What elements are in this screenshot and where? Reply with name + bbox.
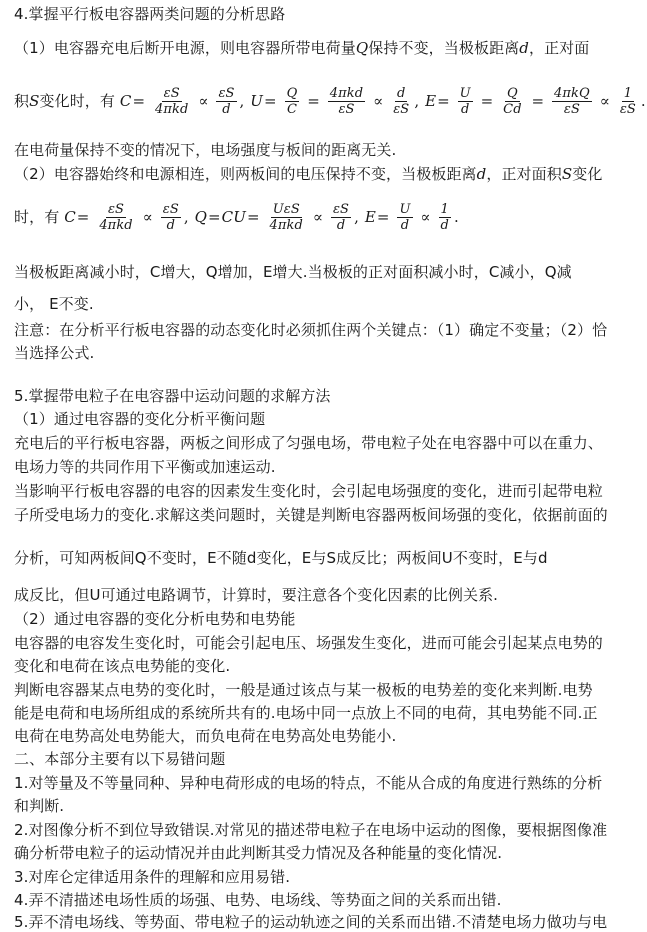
denominator: εS (393, 102, 410, 117)
equals-sign: = (76, 208, 90, 226)
formula-line-2 (14, 194, 632, 240)
var-d: d (519, 39, 529, 57)
subheading-1: （1）通过电容器的变化分析平衡问题 (14, 410, 266, 428)
proportional-sign: ∝ (599, 92, 610, 110)
numerator: UεS (272, 202, 300, 217)
comma: , (239, 92, 245, 110)
comma: , (414, 92, 420, 110)
numerator: εS (332, 202, 350, 217)
numerator: εS (107, 202, 125, 217)
proportional-sign: ∝ (420, 208, 431, 226)
section-5-line: 电容器的电容发生变化时，可能会引起电压、场强发生变化，进而可能会引起某点电势的 (14, 634, 603, 652)
equals-sign: = (307, 92, 320, 110)
text-run: 时，有 (14, 208, 60, 226)
numerator: U (399, 202, 411, 217)
fraction (458, 86, 473, 117)
equals-sign: = (480, 92, 494, 110)
formula-line-1 (14, 78, 646, 124)
section-4-heading: 4.掌握平行板电容器两类问题的分析思路 (14, 5, 286, 23)
numerator: 4πkQ (554, 86, 590, 101)
subheading-2: （2）通过电容器的变化分析电势和电势能 (14, 610, 296, 628)
comma: , (354, 208, 359, 226)
expr-CU: CU (221, 208, 246, 226)
text-run: （2）电容器始终和电源相连，则两板间的电压保持不变，当极板距离 (14, 165, 477, 183)
denominator: εS (338, 102, 355, 117)
denominator: εS (619, 102, 636, 117)
fraction (97, 202, 134, 233)
error-item: 5.弄不清电场线、等势面、带电粒子的运动轨迹之间的关系而出错.不清楚电场力做功与电 (14, 913, 608, 931)
proportional-sign: ∝ (373, 92, 384, 110)
denominator: d (440, 218, 449, 233)
part-2-heading: 二、本部分主要有以下易错问题 (14, 750, 226, 768)
error-item: 3.对库仑定律适用条件的理解和应用易错. (14, 868, 291, 886)
fraction (397, 202, 412, 233)
numerator: Q (507, 86, 518, 101)
var-C: C (64, 208, 76, 226)
denominator: εS (563, 102, 580, 117)
text-run: ，正对面积 (486, 165, 562, 183)
comma: , (183, 208, 189, 226)
numerator: εS (163, 86, 180, 101)
period: . (453, 208, 459, 226)
fraction (391, 86, 411, 117)
fraction (552, 86, 592, 117)
section-5-line: 能是电荷和电场所组成的系统所共有的.电场中同一点放上不同的电荷，其电势能不同.正 (14, 704, 598, 722)
numerator: 1 (440, 202, 449, 217)
denominator: d (166, 218, 175, 233)
denominator: d (400, 218, 410, 233)
denominator: 4πkd (99, 218, 133, 233)
var-E: E (425, 92, 437, 110)
paragraph-1-line-1 (14, 38, 632, 58)
var-S: S (561, 165, 573, 183)
error-item: 和判断. (14, 797, 65, 815)
text-run: 保持不变，当极板距离 (368, 39, 520, 57)
denominator: Cd (503, 102, 522, 117)
text-run: ，正对面 (528, 39, 590, 57)
proportional-sign: ∝ (312, 208, 324, 226)
proportional-sign: ∝ (198, 92, 209, 110)
numerator: U (459, 86, 471, 101)
equals-sign: = (208, 208, 221, 226)
fraction (153, 86, 190, 117)
denominator: d (222, 102, 231, 117)
fraction (268, 202, 305, 233)
section-5-heading: 5.掌握带电粒子在电容器中运动问题的求解方法 (14, 387, 331, 405)
period: . (640, 92, 646, 110)
section-5-line: 当影响平行板电容器的电容的因素发生变化时，会引起电场强度的变化，进而引起带电粒 (14, 482, 603, 500)
section-5-line: 成反比，但U可通过电路调节，计算时，要注意各个变化因素的比例关系. (14, 586, 499, 604)
equals-sign: = (531, 92, 545, 110)
numerator: 4πkd (329, 86, 364, 101)
denominator: 4πkd (269, 218, 303, 233)
section-5-line: 电场力等的共同作用下平衡或加速运动. (14, 458, 276, 476)
paragraph-3-line-2: 小， E不变. (14, 295, 94, 313)
var-Q: Q (355, 39, 369, 57)
fraction (331, 202, 351, 233)
section-5-line: 判断电容器某点电势的变化时，一般是通过该点与某一极板的电势差的变化来判断.电势 (14, 681, 593, 699)
section-5-line: 分析，可知两板间Q不变时，E不随d变化，E与S成反比；两板间U不变时，E与d (14, 549, 548, 567)
section-5-line: 变化和电荷在该点电势能的变化. (14, 657, 231, 675)
error-item: 4.弄不清描述电场性质的场强、电势、电场线、等势面之间的关系而出错. (14, 891, 502, 909)
denominator: 4πkd (155, 102, 189, 117)
error-item: 2.对图像分析不到位导致错误.对常见的描述带电粒子在电场中运动的图像，要根据图像准 (14, 821, 608, 839)
fraction (618, 86, 638, 117)
paragraph-2-line-1 (14, 164, 632, 184)
equals-sign: = (132, 92, 146, 110)
text-run: 积 (14, 92, 30, 110)
var-C: C (119, 92, 132, 110)
var-U: U (250, 92, 264, 110)
text-run: 变化 (572, 165, 603, 183)
note-line-1: 注意：在分析平行板电容器的动态变化时必须抓住两个关键点：（1）确定不变量；（2）恰 (14, 321, 608, 339)
fraction (216, 86, 236, 117)
error-item: 1.对等量及不等量同种、异种电荷形成的电场的特点，不能从合成的角度进行熟练的分析 (14, 774, 603, 792)
paragraph-1-conclusion: 在电荷量保持不变的情况下，电场强度与板间的距离无关. (14, 141, 397, 159)
section-5-line: 电荷在电势高处电势能大，而负电荷在电势高处电势能小. (14, 727, 397, 745)
denominator: d (336, 218, 346, 233)
text-run: （1）电容器充电后断开电源，则电容器所带电荷量 (14, 39, 356, 57)
fraction (501, 86, 523, 117)
var-d: d (476, 165, 487, 183)
proportional-sign: ∝ (142, 208, 153, 226)
text-run: 变化时，有 (39, 92, 116, 110)
denominator: C (286, 102, 297, 117)
equals-sign: = (264, 92, 277, 110)
note-line-2: 当选择公式. (14, 344, 95, 362)
numerator: εS (218, 86, 235, 101)
var-E: E (364, 208, 376, 226)
denominator: d (460, 102, 470, 117)
numerator: Q (286, 86, 298, 101)
numerator: 1 (623, 86, 633, 101)
paragraph-3-line-1: 当极板距离减小时，C增大，Q增加，E增大.当极板的正对面积减小时，C减小，Q减 (14, 263, 572, 281)
var-Q: Q (194, 208, 207, 226)
error-item: 确分析带电粒子的运动情况并由此判断其受力情况及各种能量的变化情况. (14, 844, 503, 862)
numerator: εS (162, 202, 179, 217)
section-5-line: 子所受电场力的变化.求解这类问题时，关键是判断电容器两板间场强的变化，依据前面的 (14, 506, 608, 524)
equals-sign: = (247, 208, 260, 226)
fraction (285, 86, 300, 117)
equals-sign: = (376, 208, 390, 226)
fraction (328, 86, 365, 117)
var-S: S (29, 92, 40, 110)
section-5-line: 充电后的平行板电容器，两板之间形成了匀强电场，带电粒子处在电容器中可以在重力、 (14, 434, 603, 452)
numerator: d (397, 86, 406, 101)
fraction (161, 202, 181, 233)
fraction (439, 202, 451, 233)
equals-sign: = (437, 92, 450, 110)
